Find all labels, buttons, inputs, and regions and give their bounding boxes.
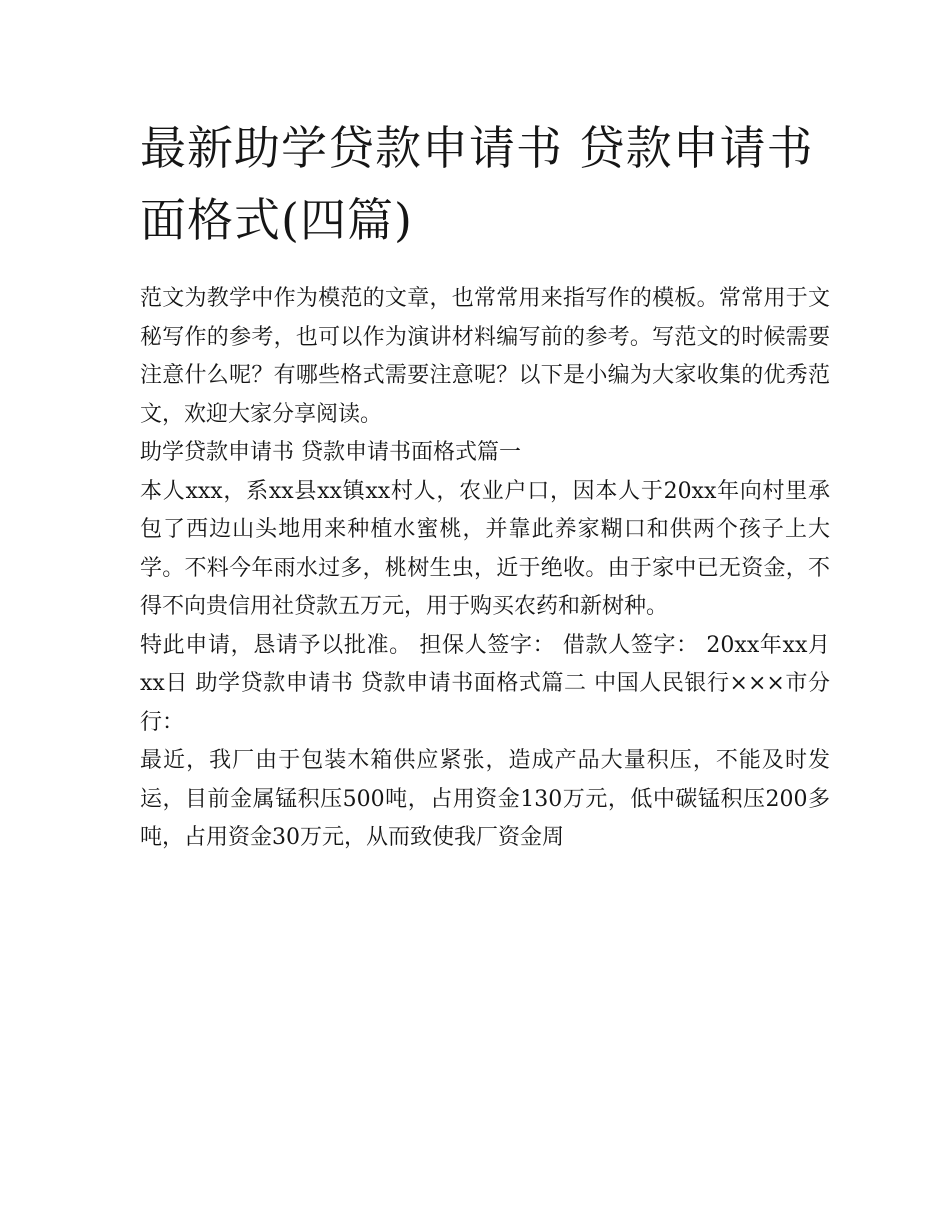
- intro-paragraph: 范文为教学中作为模范的文章，也常常用来指写作的模板。常常用于文秘写作的参考，也可以作为演讲材料编写前的参考。写范文的时候需要注意什么呢？有哪些格式需要注意呢？以下是小编为大家收集的优秀范文，欢迎大家分享阅读。: [140, 286, 830, 427]
- body-paragraph: 特此申请，恳请予以批准。 担保人签字： 借款人签字： 20xx年xx月xx日 助学贷款申请书 贷款申请书面格式篇二 中国人民银行×××市分行：: [140, 632, 830, 735]
- document-body: [140, 280, 830, 858]
- body-paragraph: 最近，我厂由于包装木箱供应紧张，造成产品大量积压，不能及时发运，目前金属锰积压500吨，占用资金130万元，低中碳锰积压200多吨，占用资金30万元，从而致使我厂资金周: [140, 748, 830, 850]
- document-title: 最新助学贷款申请书 贷款申请书面格式(四篇): [140, 121, 814, 247]
- body-paragraph: 本人xxx，系xx县xx镇xx村人，农业户口，因本人于20xx年向村里承包了西边山头地用来种植水蜜桃，并靠此养家糊口和供两个孩子上大学。不料今年雨水过多，桃树生虫，近于绝收。由于家中已无资金，不得不向贵信用社贷款五万元，用于购买农药和新树种。: [140, 478, 830, 619]
- section-heading-part-one: 助学贷款申请书 贷款申请书面格式篇一: [140, 440, 521, 465]
